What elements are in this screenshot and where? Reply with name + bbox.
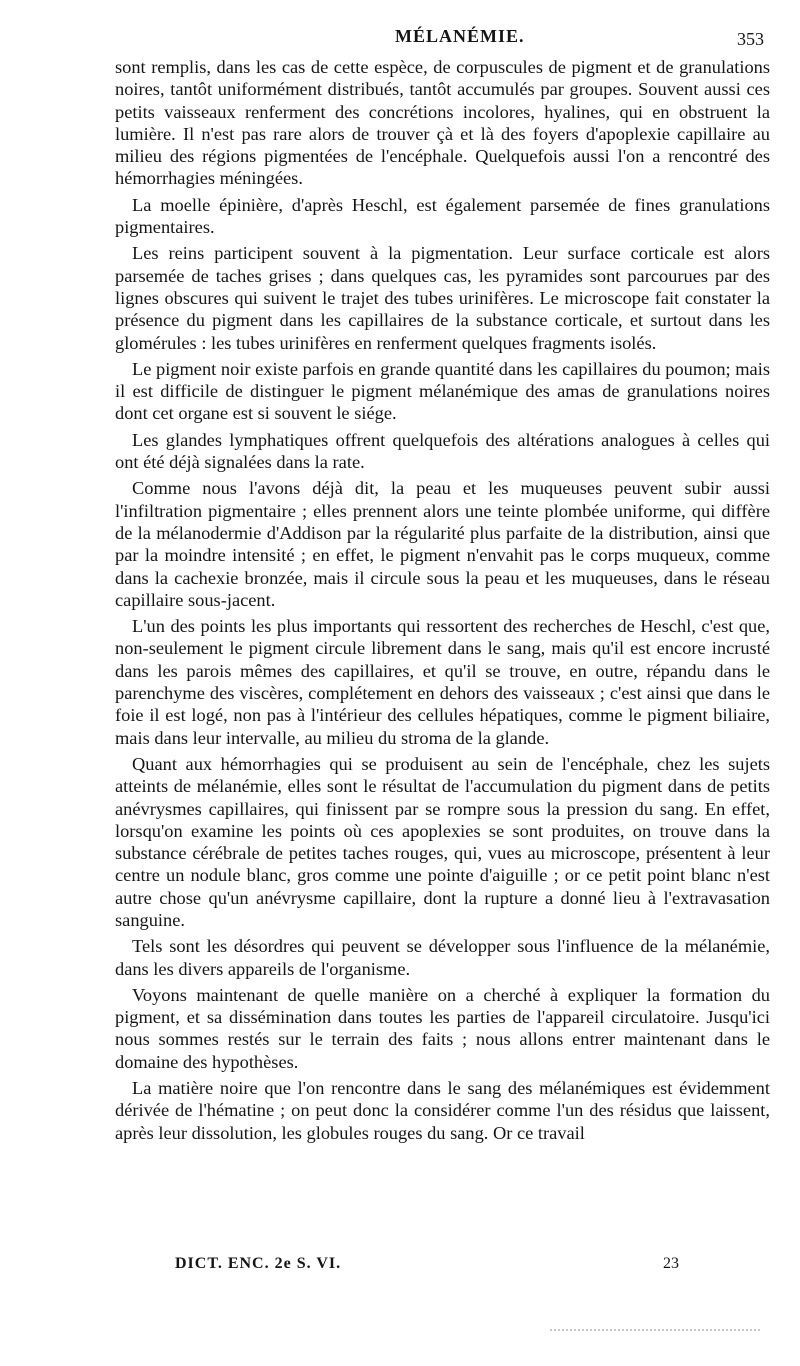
paragraph: Comme nous l'avons déjà dit, la peau et les muqueuses peuvent subir aussi l'infiltration pigmentaire ; elles prennent alors une teinte plombée uniforme, qui diffère de la mélanodermie d'Addison par la régularité plus parfaite de la distribution, ainsi que par la moindre intensité ; en effet, le pigment n'envahit pas le corps muqueux, comme dans la cachexie bronzée, mais il circule sous la peau et les muqueuses, dans le réseau capillaire sous-jacent.	[115, 478, 770, 610]
paragraph: Le pigment noir existe parfois en grande quantité dans les capillaires du poumon; mais il est difficile de distinguer le pigment mélanémique des amas de granulations noires dont cet organe est si souvent le siége.	[115, 358, 770, 424]
page-footer	[0, 1255, 800, 1283]
paragraph: La moelle épinière, d'après Heschl, est également parsemée de fines granulations pigmentaires.	[115, 194, 770, 238]
page-number: 353	[737, 29, 764, 49]
paragraph: Les glandes lymphatiques offrent quelquefois des altérations analogues à celles qui ont été déjà signalées dans la rate.	[115, 429, 770, 473]
body-text	[115, 56, 770, 1148]
running-title: MÉLANÉMIE.	[395, 26, 525, 46]
paragraph: Quant aux hémorrhagies qui se produisent au sein de l'encéphale, chez les sujets atteints de mélanémie, elles sont le résultat de l'accumulation du pigment dans de petits anévrysmes capillaires, qui finissent par se rompre sous la pression du sang. En effet, lorsqu'on examine les points où ces apoplexies se sont produites, on trouve dans la substance cérébrale de petites taches rouges, qui, vues au microscope, présentent à leur centre un nodule blanc, gros comme une pointe d'aiguille ; or ce petit point blanc n'est autre chose qu'un anévrysme capillaire, dont la rupture a donné lieu à l'extravasation sanguine.	[115, 753, 770, 930]
paragraph: La matière noire que l'on rencontre dans le sang des mélanémiques est évidemment dérivée de l'hématine ; on peut donc la considérer comme l'un des résidus que laissent, après leur dissolution, les globules rouges du sang. Or ce travail	[115, 1078, 770, 1143]
sheet-number: 23	[663, 1255, 679, 1272]
paragraph: L'un des points les plus importants qui ressortent des recherches de Heschl, c'est que, non-seulement le pigment circule librement dans le sang, mais qu'il est encore incrusté dans les parois mêmes des capillaires, et qu'il se trouve, en outre, répandu dans le parenchyme des viscères, complétement en dehors des vaisseaux ; c'est ainsi que dans le foie il est logé, non pas à l'intérieur des cellules hépatiques, comme le pigment biliaire, mais dans leur intervalle, au milieu du stroma de la glande.	[115, 616, 770, 748]
bleed-through-mark	[550, 1329, 760, 1331]
paragraph: Tels sont les désordres qui peuvent se développer sous l'influence de la mélanémie, dans les divers appareils de l'organisme.	[115, 936, 770, 979]
paragraph: Voyons maintenant de quelle manière on a cherché à expliquer la formation du pigment, et sa dissémination dans toutes les parties de l'appareil circulatoire. Jusqu'ici nous sommes restés sur le terrain des faits ; nous allons entrer maintenant dans le domaine des hypothèses.	[115, 984, 770, 1072]
paragraph: Les reins participent souvent à la pigmentation. Leur surface corticale est alors parsemée de taches grises ; dans quelques cas, les pyramides sont parcourues par des lignes obscures qui suivent le trajet des tubes urinifères. Le microscope fait constater la présence du pigment dans les capillaires de la substance corticale, et surtout dans les glomérules : les tubes urinifères en renferment quelques fragments isolés.	[115, 243, 770, 353]
printer-signature: DICT. ENC. 2e S. VI.	[175, 1255, 342, 1272]
paragraph: sont remplis, dans les cas de cette espèce, de corpuscules de pigment et de granulations noires, tantôt uniformément distribués, tantôt accumulés par groupes. Souvent aussi ces petits vaisseaux renferment des concrétions incolores, hyalines, qui en obstruent la lumière. Il n'est pas rare alors de trouver çà et là des foyers d'apoplexie capillaire au milieu des régions pigmentées de l'encéphale. Quelquefois aussi l'on a rencontré des hémorrhagies méningées.	[115, 57, 770, 189]
page-header	[0, 26, 800, 56]
